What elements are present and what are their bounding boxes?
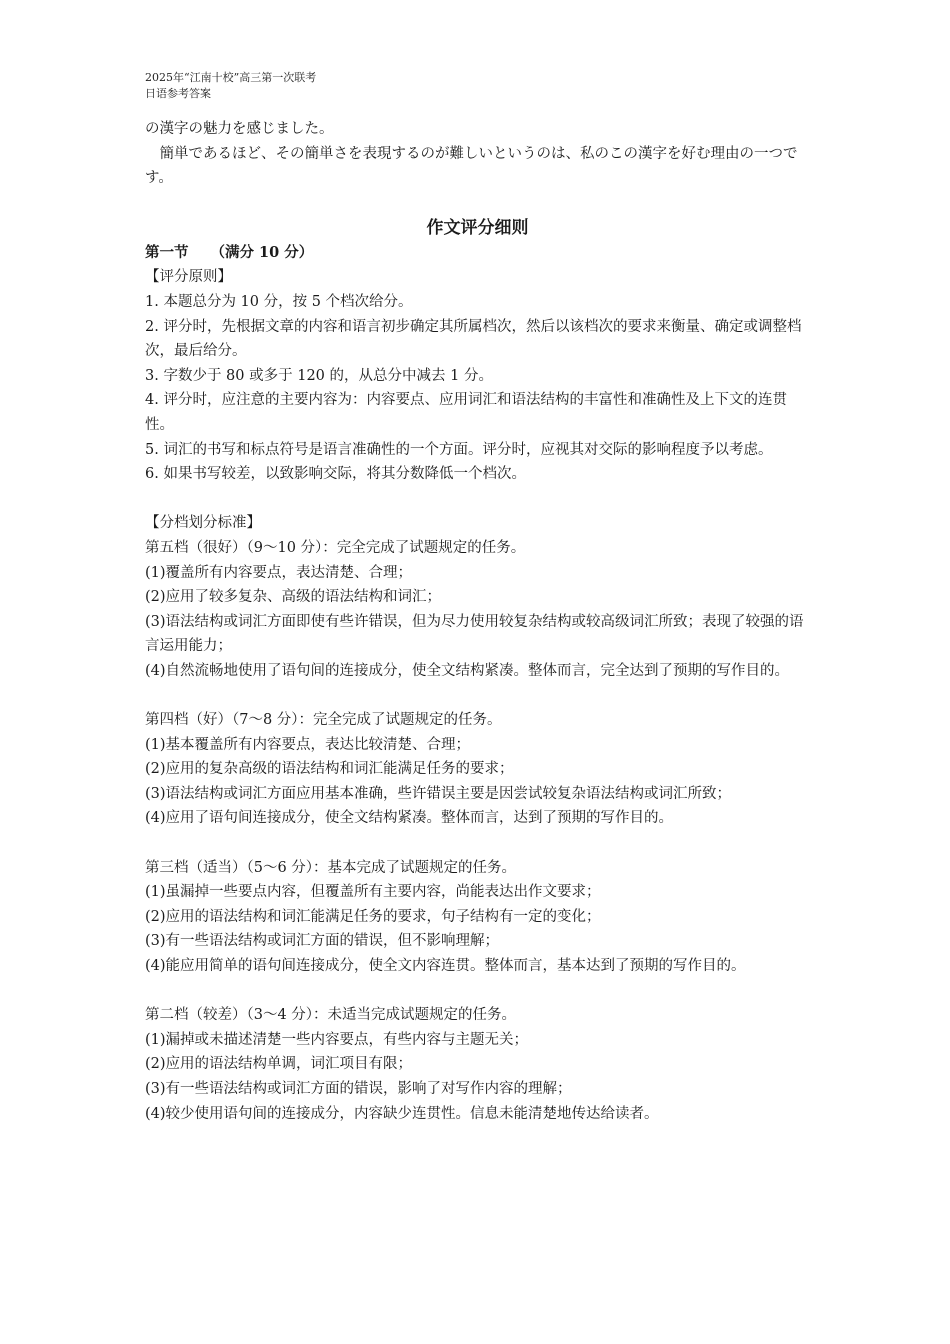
principle-item: 1. 本题总分为 10 分，按 5 个档次给分。 [145,293,413,310]
grade-criterion: (1)基本覆盖所有内容要点，表达比较清楚、合理； [145,736,471,753]
principle-item: 2. 评分时，先根据文章的内容和语言初步确定其所属档次，然后以该档次的要求来衡量、确定或调整档次，最后给分。 [145,318,802,360]
grade-criterion: (3)语法结构或词汇方面应用基本准确，些许错误主要是因尝试较复杂语法结构或词汇所致； [145,785,732,802]
intro-line: の漢字の魅力を感じました。 [145,121,334,137]
grade-criterion: (4)应用了语句间连接成分，使全文结构紧凑。整体而言，达到了预期的写作目的。 [145,810,674,827]
part-label: 第一节 [145,243,189,261]
grade-criterion: (2)应用的语法结构和词汇能满足任务的要求，句子结构有一定的变化； [145,908,601,925]
grade-criterion: (1)虽漏掉一些要点内容，但覆盖所有主要内容，尚能表达出作文要求； [145,884,601,901]
grade-title: 第五档（很好）（9～10 分）：完全完成了试题规定的任务。 [145,539,526,556]
header-exam-title: 2025年“江南十校”高三第一次联考 [145,71,317,84]
page-header [145,70,316,102]
grade-criterion: (3)语法结构或词汇方面即使有些许错误，但为尽力使用较复杂结构或较高级词汇所致；表现了较强的语言运用能力； [145,613,804,655]
spacer [145,831,810,856]
intro-paragraph: 簡単であるほど、その簡単さを表現するのが難しいというのは、私のこの漢字を好む理由の一つです。 [145,145,798,187]
grade-criterion: (4)能应用简单的语句间连接成分，使全文内容连贯。整体而言，基本达到了预期的写作目的。 [145,958,746,974]
grade-criterion: (2)应用的语法结构单调，词汇项目有限； [145,1056,413,1073]
principles-heading: 【评分原则】 [145,269,232,286]
grade-criterion: (3)有一些语法结构或词汇方面的错误，但不影响理解； [145,933,500,950]
principle-item: 4. 评分时，应注意的主要内容为：内容要点、应用词汇和语法结构的丰富性和准确性及上下文的连贯性。 [145,392,787,433]
part-heading [145,241,810,266]
section-title: 作文评分细则 [426,217,529,238]
spacer [145,487,810,512]
grade-criterion: (2)应用的复杂高级的语法结构和词汇能满足任务的要求； [145,761,514,778]
grade-title: 第三档（适当）（5～6 分）：基本完成了试题规定的任务。 [145,859,517,876]
grade-criterion: (4)较少使用语句间的连接成分，内容缺少连贯性。信息未能清楚地传达给读者。 [145,1105,659,1122]
spacer [145,979,810,1004]
part-score: （满分 10 分） [210,243,314,261]
spacer [145,683,810,708]
principle-item: 6. 如果书写较差，以致影响交际，将其分数降低一个档次。 [145,466,526,483]
grade-criterion: (4)自然流畅地使用了语句间的连接成分，使全文结构紧凑。整体而言，完全达到了预期的写作目的。 [145,662,790,679]
principle-item: 5. 词汇的书写和标点符号是语言准确性的一个方面。评分时，应视其对交际的影响程度予以考虑。 [145,441,773,458]
grade-criterion: (3)有一些语法结构或词汇方面的错误，影响了对写作内容的理解； [145,1080,572,1097]
grade-title: 第二档（较差）（3～4 分）：未适当完成试题规定的任务。 [145,1007,517,1024]
grade-criterion: (2)应用了较多复杂、高级的语法结构和词汇； [145,589,442,606]
grade-criterion: (1)漏掉或未描述清楚一些内容要点，有些内容与主题无关； [145,1031,529,1048]
header-doc-subtitle: 日语参考答案 [145,87,211,100]
principle-item: 3. 字数少于 80 或多于 120 的，从总分中减去 1 分。 [145,367,493,384]
grade-criterion: (1)覆盖所有内容要点，表达清楚、合理； [145,564,413,581]
document-body [145,117,810,1126]
grade-title: 第四档（好）（7～8 分）：完全完成了试题规定的任务。 [145,712,502,729]
standards-heading: 【分档划分标准】 [145,515,261,532]
